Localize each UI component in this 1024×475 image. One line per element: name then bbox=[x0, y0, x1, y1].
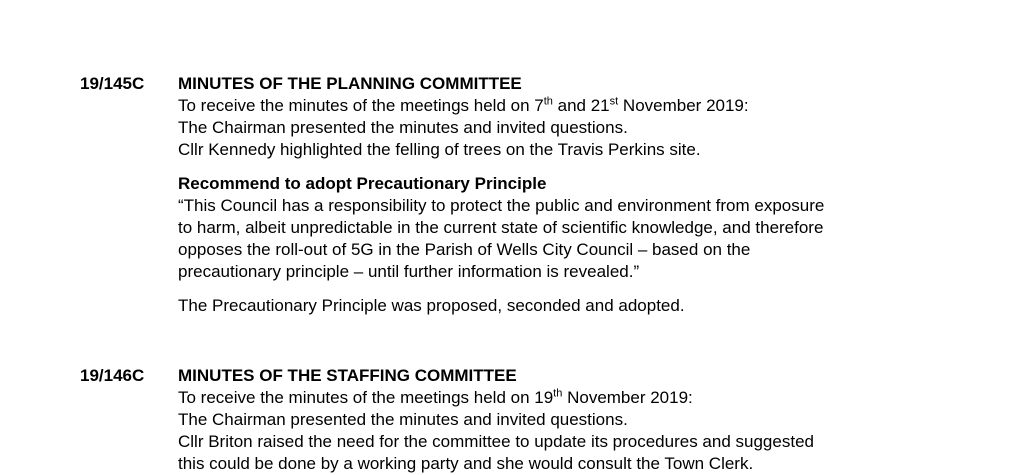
item-number: 19/145C bbox=[80, 74, 145, 93]
quote-line: precautionary principle – until further information is revealed.” bbox=[178, 262, 640, 281]
presented-line: The Chairman presented the minutes and invited questions. bbox=[178, 410, 628, 429]
item-heading: MINUTES OF THE STAFFING COMMITTEE bbox=[178, 366, 517, 385]
receive-line: To receive the minutes of the meetings held on 19th November 2019: bbox=[178, 387, 693, 407]
spacer bbox=[178, 161, 978, 173]
note-line: Cllr Kennedy highlighted the felling of trees on the Travis Perkins site. bbox=[178, 140, 701, 159]
presented-line: The Chairman presented the minutes and invited questions. bbox=[178, 118, 628, 137]
item-heading: MINUTES OF THE PLANNING COMMITTEE bbox=[178, 74, 522, 93]
note-line: this could be done by a working party and she would consult the Town Clerk. bbox=[178, 454, 754, 473]
recommend-heading: Recommend to adopt Precautionary Principle bbox=[178, 174, 547, 193]
item-body bbox=[178, 365, 978, 475]
note-line: Cllr Briton raised the need for the committee to update its procedures and suggested bbox=[178, 432, 814, 451]
minute-item-staffing bbox=[80, 365, 980, 475]
spacer bbox=[178, 283, 978, 295]
minute-item-planning bbox=[80, 73, 980, 348]
item-number: 19/146C bbox=[80, 366, 145, 385]
quote-line: “This Council has a responsibility to protect the public and environment from exposure bbox=[178, 196, 825, 215]
item-body bbox=[178, 73, 978, 317]
quote-line: opposes the roll-out of 5G in the Parish of Wells City Council – based on the bbox=[178, 240, 751, 259]
quote-line: to harm, albeit unpredictable in the current state of scientific knowledge, and therefore bbox=[178, 218, 824, 237]
receive-line: To receive the minutes of the meetings held on 7th and 21st November 2019: bbox=[178, 95, 749, 115]
resolution-line: The Precautionary Principle was proposed, seconded and adopted. bbox=[178, 296, 685, 315]
